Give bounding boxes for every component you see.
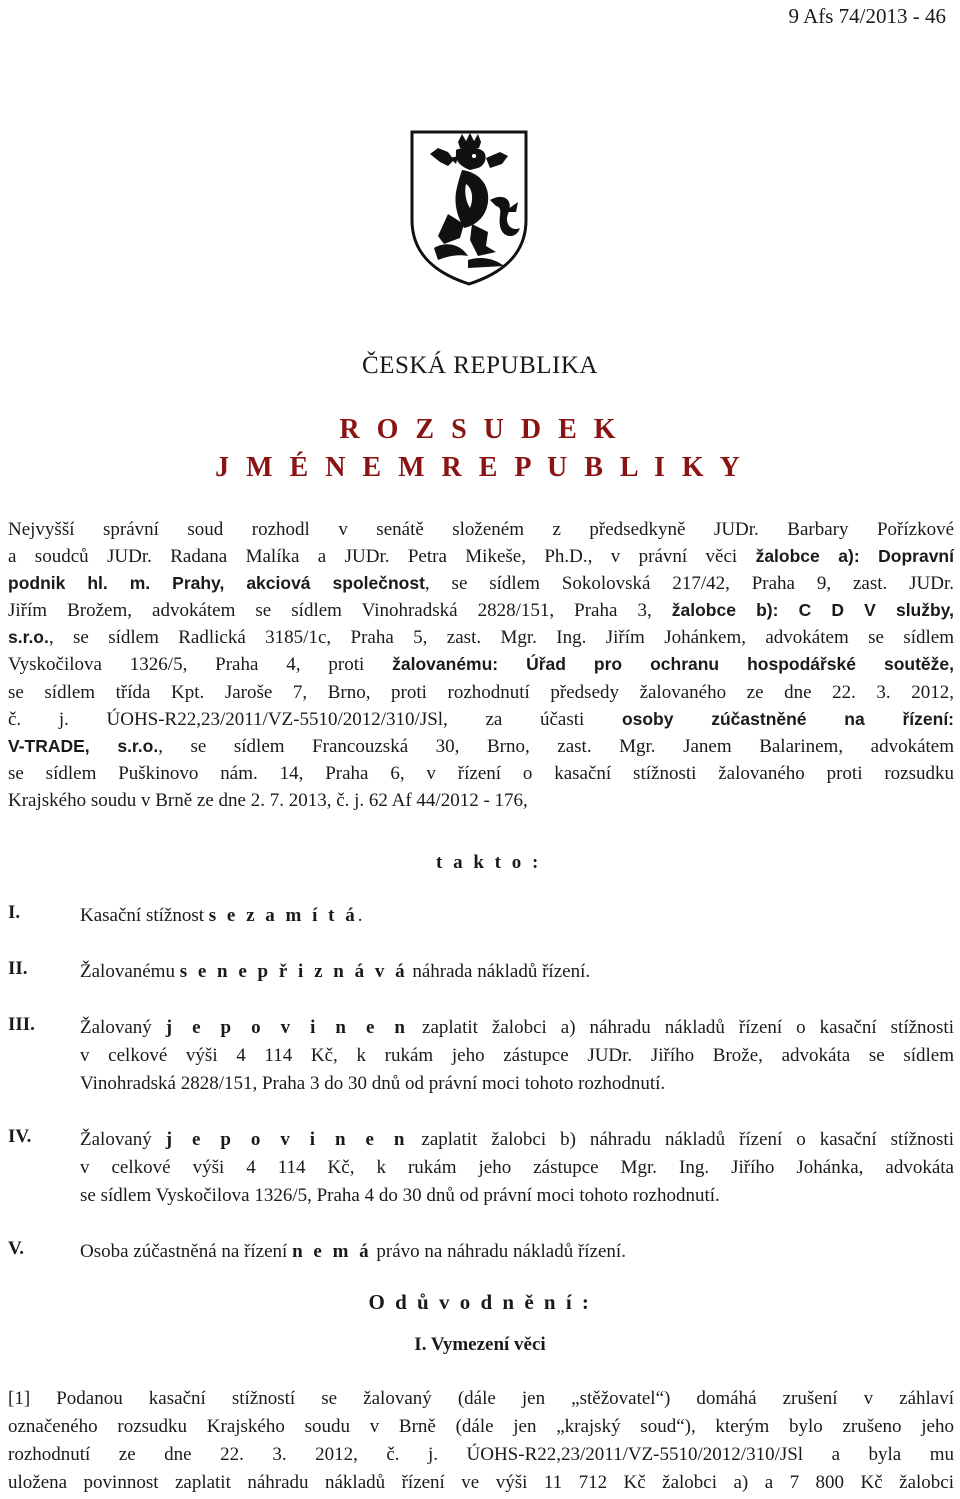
paragraph-line: [1] Podanou kasační stížností se žalovaný (dále jen „stěžovatel“) domáhá zrušení v záhlaví xyxy=(8,1388,954,1409)
intro-paragraph xyxy=(8,516,954,814)
item-post: právo na náhradu nákladů řízení. xyxy=(371,1241,626,1262)
item-line xyxy=(80,1014,954,1042)
item-emphasis: s e n e p ř i z n á v á xyxy=(179,961,408,982)
intro-text: č. j. ÚOHS-R22,23/2011/VZ-5510/2012/310/JSl, za účasti xyxy=(8,708,622,730)
item-text xyxy=(80,1126,954,1210)
item-number: I. xyxy=(8,902,21,923)
section-heading: I. Vymezení věci xyxy=(414,1334,546,1355)
item-text xyxy=(80,1014,954,1098)
item-number: IV. xyxy=(8,1126,32,1147)
intro-line xyxy=(8,706,954,733)
item-number: V. xyxy=(8,1238,25,1259)
item-emphasis: j e p o v i n e n xyxy=(165,1017,408,1038)
intro-text: Nejvyšší správní soud rozhodl v senátě složeném z předsedkyně JUDr. Barbary Pořízkové xyxy=(8,519,954,540)
intro-line xyxy=(8,733,954,760)
item-number: II. xyxy=(8,958,28,979)
item-text xyxy=(80,1238,954,1266)
paragraph-line: uložena povinnost zaplatit náhradu nákladů řízení ve výši 11 712 Kč žalobci a) a 7 800 Kč žalobci xyxy=(8,1472,954,1493)
item-post: náhrada nákladů řízení. xyxy=(407,961,591,982)
intro-text: se sídlem třída Kpt. Jaroše 7, Brno, proti rozhodnutí předsedy žalovaného ze dne 22. 3. 2012, xyxy=(8,681,954,703)
intro-line xyxy=(8,651,954,678)
paragraph-1 xyxy=(8,1385,954,1497)
intro-text: Vyskočilova 1326/5, Praha 4, proti xyxy=(8,654,393,676)
country-heading: ČESKÁ REPUBLIKA xyxy=(362,352,598,379)
in-name-heading: J M É N E M R E P U B L I K Y xyxy=(215,452,745,483)
item-line: v celkové výši 4 114 Kč, k rukám jeho zástupce JUDr. Jiřího Brože, advokáta se sídlem xyxy=(80,1045,954,1066)
item-pre: Osoba zúčastněná na řízení xyxy=(80,1241,293,1262)
plaintiff-a-name: podnik hl. m. Prahy, akciová společnost xyxy=(8,573,425,594)
item-emphasis: j e p o v i n e n xyxy=(165,1129,408,1150)
item-line: Vinohradská 2828/151, Praha 3 do 30 dnů od právní moci tohoto rozhodnutí. xyxy=(80,1073,666,1094)
item-line: v celkové výši 4 114 Kč, k rukám jeho zástupce Mgr. Ing. Jiřího Johánka, advokáta xyxy=(80,1157,954,1178)
item-post: zaplatit žalobci b) náhradu nákladů řízení o kasační stížnosti xyxy=(407,1129,954,1150)
case-number: 9 Afs 74/2013 - 46 xyxy=(788,4,946,28)
item-line: se sídlem Vyskočilova 1326/5, Praha 4 do 30 dnů od právní moci tohoto rozhodnutí. xyxy=(80,1185,720,1206)
intro-line xyxy=(8,570,954,597)
intro-line xyxy=(8,679,954,706)
item-pre: Žalovaný xyxy=(80,1017,166,1038)
defendant-label: žalovanému: Úřad pro ochranu hospodářské soutěže, xyxy=(392,654,954,675)
intro-text: se sídlem Puškinovo nám. 14, Praha 6, v řízení o kasační stížnosti žalovaného proti rozsudku xyxy=(8,762,954,784)
item-emphasis: s e z a m í t á xyxy=(208,905,358,926)
paragraph-line: rozhodnutí ze dne 22. 3. 2012, č. j. ÚOHS-R22,23/2011/VZ-5510/2012/310/JSl a byla mu xyxy=(8,1444,954,1465)
item-pre: Žalovanému xyxy=(80,961,180,982)
intro-text: , se sídlem Radlická 3185/1c, Praha 5, zast. Mgr. Ing. Jiřím Johánkem, advokátem se sídlem xyxy=(48,627,954,649)
intro-line xyxy=(8,624,954,651)
intro-line xyxy=(8,760,954,787)
intro-text: a soudců JUDr. Radana Malíka a JUDr. Petra Mikeše, Ph.D., v právní věci xyxy=(8,546,756,568)
intro-text: Jiřím Brožem, advokátem se sídlem Vinohradská 2828/151, Praha 3, xyxy=(8,600,672,622)
item-line xyxy=(80,1126,954,1154)
item-pre: Žalovaný xyxy=(80,1129,166,1150)
reasons-heading: O d ů v o d n ě n í : xyxy=(368,1290,592,1314)
intro-text: , se sídlem Francouzská 30, Brno, zast. Mgr. Janem Balarinem, advokátem xyxy=(158,735,954,757)
plaintiff-b-label: žalobce b): C D V služby, xyxy=(671,600,954,621)
intro-line xyxy=(8,516,954,543)
paragraph-line: označeného rozsudku Krajského soudu v Brně (dále jen „krajský soud“), kterým bylo zrušeno jeho xyxy=(8,1416,954,1437)
takto-heading: t a k t o : xyxy=(436,852,542,873)
participant-name: V-TRADE, s.r.o. xyxy=(8,735,159,756)
verdict-heading: R O Z S U D E K xyxy=(339,414,621,445)
intro-text: Krajského soudu v Brně ze dne 2. 7. 2013, č. j. 62 Af 44/2012 - 176, xyxy=(8,789,528,811)
intro-line xyxy=(8,543,954,570)
intro-line xyxy=(8,787,954,814)
item-number: III. xyxy=(8,1014,35,1035)
item-post: . xyxy=(357,905,363,926)
item-text xyxy=(80,958,954,986)
intro-text: , se sídlem Sokolovská 217/42, Praha 9, zast. JUDr. xyxy=(424,573,955,595)
intro-line xyxy=(8,597,954,624)
item-pre: Kasační stížnost xyxy=(80,905,209,926)
item-text xyxy=(80,902,954,930)
participant-label: osoby zúčastněné na řízení: xyxy=(621,708,955,729)
item-post: zaplatit žalobci a) náhradu nákladů řízení o kasační stížnosti xyxy=(408,1017,954,1038)
plaintiff-b-name: s.r.o. xyxy=(8,627,49,648)
coat-of-arms-icon xyxy=(408,128,530,288)
plaintiff-a-label: žalobce a): Dopravní xyxy=(755,546,954,567)
item-emphasis: n e m á xyxy=(292,1241,372,1262)
